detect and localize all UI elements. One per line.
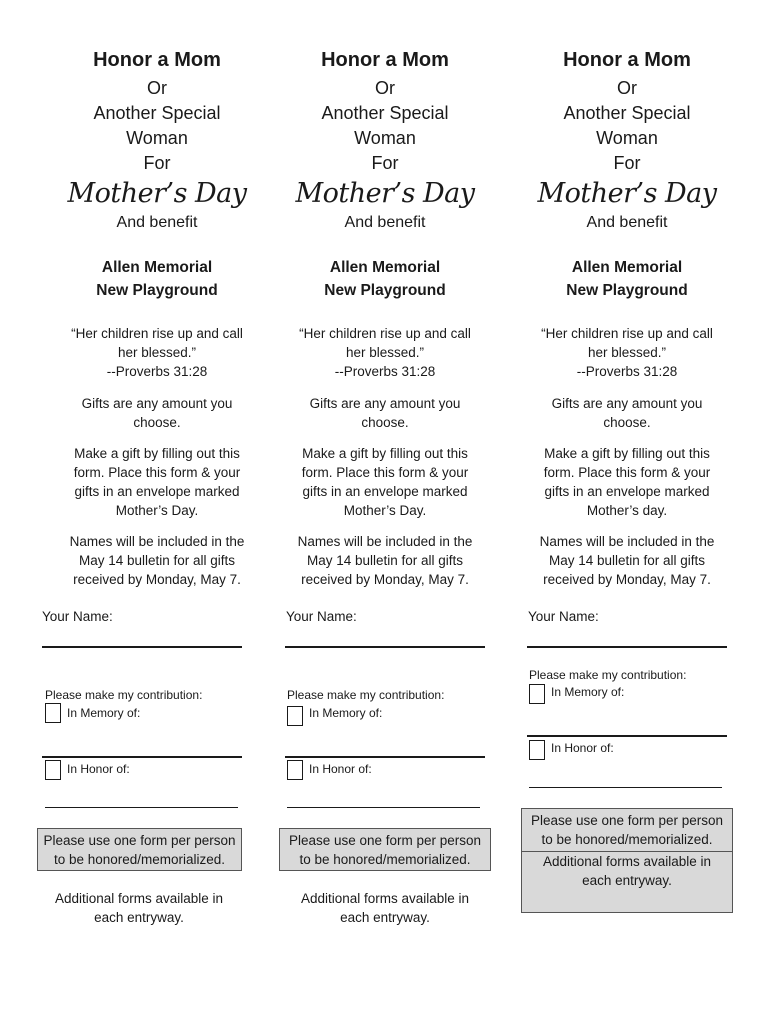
additional-line: each entryway. <box>340 910 430 925</box>
in-honor-field[interactable] <box>529 787 722 788</box>
bulletin-line: received by Monday, May 7. <box>73 572 241 587</box>
benefit-text: And benefit <box>586 214 668 231</box>
gifts-line: choose. <box>133 415 181 430</box>
instructions-line: Mother’s Day. <box>343 503 427 518</box>
notice-line: to be honored/memorialized. <box>53 852 226 867</box>
mothers-day-script: Mother’s Day <box>67 178 247 209</box>
instructions-line: Make a gift by filling out this <box>74 446 240 461</box>
bulletin-line: Names will be included in the <box>539 534 715 549</box>
allen-memorial-heading: Allen Memorial <box>329 259 441 276</box>
instructions-line: form. Place this form & your <box>543 465 711 480</box>
your-name-field[interactable] <box>42 646 242 648</box>
bulletin-line: received by Monday, May 7. <box>543 572 711 587</box>
in-memory-checkbox[interactable] <box>529 684 545 704</box>
in-memory-field[interactable] <box>42 756 242 758</box>
in-memory-label: In Memory of: <box>67 706 141 720</box>
notice-line: to be honored/memorialized. <box>299 852 471 867</box>
or-text: Or <box>147 78 167 98</box>
instructions-line: gifts in an envelope marked <box>544 484 710 499</box>
another-special-text: Another Special <box>563 103 691 123</box>
instructions-paragraph <box>265 444 505 520</box>
quote-reference: --Proverbs 31:28 <box>334 364 436 379</box>
benefit-text: And benefit <box>344 214 426 231</box>
form-column-2 <box>279 0 519 1024</box>
additional-line: Additional forms available in <box>300 891 470 906</box>
your-name-label: Your Name: <box>42 609 113 624</box>
gifts-paragraph <box>37 394 277 432</box>
your-name-label: Your Name: <box>528 609 599 624</box>
gifts-line: Gifts are any amount you <box>309 396 461 411</box>
proverbs-quote <box>507 324 747 381</box>
for-text: For <box>371 153 399 173</box>
in-honor-field[interactable] <box>45 807 238 808</box>
quote-line: her blessed.” <box>587 345 667 360</box>
in-memory-label: In Memory of: <box>551 685 625 699</box>
bulletin-line: Names will be included in the <box>69 534 245 549</box>
bulletin-line: received by Monday, May 7. <box>301 572 469 587</box>
new-playground-heading: New Playground <box>96 282 218 299</box>
instructions-paragraph <box>507 444 747 520</box>
notice-line: Please use one form per person <box>530 813 724 828</box>
in-honor-checkbox[interactable] <box>529 740 545 760</box>
another-special-text: Another Special <box>321 103 449 123</box>
woman-text: Woman <box>596 128 658 148</box>
for-text: For <box>143 153 171 173</box>
form-column-3 <box>521 0 761 1024</box>
proverbs-quote <box>265 324 505 381</box>
in-memory-field[interactable] <box>285 756 485 758</box>
in-honor-field[interactable] <box>287 807 480 808</box>
instructions-line: Mother’s Day. <box>115 503 199 518</box>
notice-line: Please use one form per person <box>288 833 482 848</box>
mothers-day-script: Mother’s Day <box>295 178 475 209</box>
notice-line: Please use one form per person <box>43 833 236 848</box>
in-honor-checkbox[interactable] <box>45 760 61 780</box>
quote-line: “Her children rise up and call <box>71 326 243 341</box>
form-title: Honor a Mom <box>93 49 221 71</box>
gifts-line: Gifts are any amount you <box>551 396 703 411</box>
form-title: Honor a Mom <box>563 49 691 71</box>
in-memory-checkbox[interactable] <box>45 703 61 723</box>
another-special-text: Another Special <box>93 103 221 123</box>
quote-line: “Her children rise up and call <box>541 326 713 341</box>
instructions-line: Make a gift by filling out this <box>302 446 468 461</box>
proverbs-quote <box>37 324 277 381</box>
your-name-label: Your Name: <box>286 609 357 624</box>
bulletin-paragraph <box>37 532 277 589</box>
bulletin-line: May 14 bulletin for all gifts <box>548 553 706 568</box>
in-honor-label: In Honor of: <box>309 762 372 776</box>
gifts-paragraph <box>265 394 505 432</box>
allen-memorial-heading: Allen Memorial <box>101 259 213 276</box>
additional-line: Additional forms available in <box>54 891 224 906</box>
your-name-field[interactable] <box>527 646 727 648</box>
in-memory-field[interactable] <box>527 735 727 737</box>
quote-reference: --Proverbs 31:28 <box>106 364 208 379</box>
in-memory-checkbox[interactable] <box>287 706 303 726</box>
bulletin-line: May 14 bulletin for all gifts <box>306 553 464 568</box>
quote-reference: --Proverbs 31:28 <box>576 364 678 379</box>
instructions-line: Make a gift by filling out this <box>544 446 710 461</box>
in-honor-label: In Honor of: <box>67 762 130 776</box>
bulletin-line: Names will be included in the <box>297 534 473 549</box>
new-playground-heading: New Playground <box>566 282 688 299</box>
additional-forms-note <box>265 889 505 927</box>
one-form-notice <box>521 808 733 913</box>
instructions-line: gifts in an envelope marked <box>302 484 468 499</box>
one-form-notice <box>279 828 491 871</box>
in-honor-label: In Honor of: <box>551 741 614 755</box>
contribution-label: Please make my contribution: <box>287 688 445 702</box>
additional-line: each entryway. <box>582 873 672 888</box>
form-title: Honor a Mom <box>321 49 449 71</box>
quote-line: “Her children rise up and call <box>299 326 471 341</box>
instructions-paragraph <box>37 444 277 520</box>
quote-line: her blessed.” <box>345 345 425 360</box>
woman-text: Woman <box>126 128 188 148</box>
contribution-label: Please make my contribution: <box>529 668 687 682</box>
your-name-field[interactable] <box>285 646 485 648</box>
gifts-line: choose. <box>603 415 651 430</box>
for-text: For <box>613 153 641 173</box>
benefit-text: And benefit <box>116 214 198 231</box>
gifts-line: choose. <box>361 415 409 430</box>
in-honor-checkbox[interactable] <box>287 760 303 780</box>
woman-text: Woman <box>354 128 416 148</box>
gifts-paragraph <box>507 394 747 432</box>
additional-line: each entryway. <box>94 910 184 925</box>
new-playground-heading: New Playground <box>324 282 446 299</box>
bulletin-line: May 14 bulletin for all gifts <box>78 553 236 568</box>
gifts-line: Gifts are any amount you <box>81 396 233 411</box>
notice-line: to be honored/memorialized. <box>541 832 713 847</box>
instructions-line: form. Place this form & your <box>73 465 241 480</box>
additional-forms-note <box>19 889 259 927</box>
additional-line: Additional forms available in <box>542 854 712 869</box>
form-column-1 <box>37 0 277 1024</box>
one-form-notice <box>37 828 242 871</box>
bulletin-paragraph <box>265 532 505 589</box>
allen-memorial-heading: Allen Memorial <box>571 259 683 276</box>
instructions-line: form. Place this form & your <box>301 465 469 480</box>
contribution-label: Please make my contribution: <box>45 688 203 702</box>
bulletin-paragraph <box>507 532 747 589</box>
mothers-day-script: Mother’s Day <box>537 178 717 209</box>
quote-line: her blessed.” <box>117 345 197 360</box>
or-text: Or <box>375 78 395 98</box>
or-text: Or <box>617 78 637 98</box>
instructions-line: Mother’s day. <box>586 503 668 518</box>
in-memory-label: In Memory of: <box>309 706 383 720</box>
instructions-line: gifts in an envelope marked <box>74 484 240 499</box>
